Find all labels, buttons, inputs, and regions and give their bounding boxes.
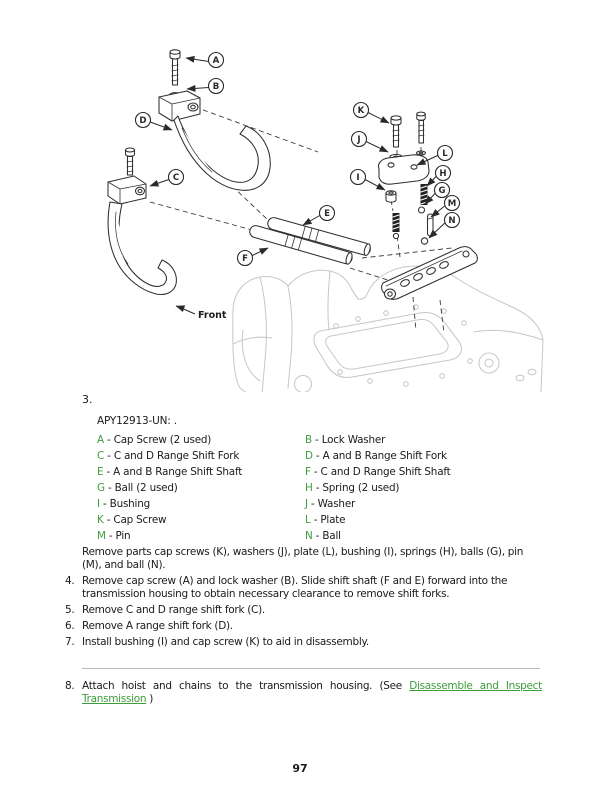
- step-number: 5.: [65, 604, 75, 616]
- legend-key: C: [97, 450, 105, 462]
- callout-letter-e: E: [324, 209, 330, 219]
- legend-item: [97, 480, 305, 496]
- callout-letter-d: D: [139, 116, 147, 126]
- legend-separator: -: [311, 434, 322, 446]
- legend-separator: -: [103, 466, 114, 478]
- legend-separator: -: [312, 450, 323, 462]
- legend-desc: Washer: [317, 498, 356, 510]
- ball-g: [419, 207, 425, 213]
- leader-h: [427, 176, 437, 186]
- legend-item: [305, 432, 540, 448]
- step-7: [65, 636, 542, 649]
- legend-separator: -: [307, 498, 318, 510]
- legend-item: [97, 432, 305, 448]
- callout-letter-b: B: [212, 82, 220, 92]
- callout-letter-i: I: [356, 173, 360, 183]
- legend-desc: Pin: [115, 530, 131, 542]
- disassemble-inspect-transmission-link[interactable]: Disassemble and Inspect Transmission: [82, 680, 542, 706]
- step-text: [82, 680, 542, 706]
- legend-separator: -: [104, 450, 114, 462]
- exploded-diagram: [0, 0, 600, 392]
- figure-caption: APY12913-UN: .: [97, 415, 177, 427]
- legend-key: H: [305, 482, 313, 494]
- callout-letter-k: K: [357, 106, 365, 116]
- page-number: 97: [292, 762, 308, 775]
- legend-desc: A and B Range Shift Shaft: [113, 466, 243, 478]
- step-6: [65, 620, 542, 633]
- legend-desc: C and D Range Shift Shaft: [320, 466, 451, 478]
- legend-separator: -: [310, 514, 321, 526]
- step-8: [65, 680, 542, 709]
- callout-letter-n: N: [448, 216, 456, 226]
- step-text: Install bushing (I) and cap screw (K) to aid in disassembly.: [82, 635, 369, 648]
- legend-item: [97, 464, 305, 480]
- leader-k: [368, 113, 389, 124]
- callout-letter-h: H: [439, 169, 447, 179]
- leader-e: [303, 216, 320, 226]
- leader-m: [431, 206, 445, 218]
- legend-item: [305, 528, 540, 544]
- step-number: 6.: [65, 619, 75, 632]
- legend-key: M: [97, 530, 106, 542]
- legend-desc: C and D Range Shift Fork: [113, 450, 240, 462]
- step-4: [65, 575, 542, 601]
- legend-item: [305, 464, 540, 480]
- legend-separator: -: [104, 482, 115, 494]
- legend-key: B: [305, 434, 312, 446]
- legend-key: N: [305, 530, 313, 542]
- cap-screw-a: [170, 50, 180, 85]
- legend-separator: -: [310, 466, 321, 478]
- legend-separator: -: [312, 482, 323, 494]
- step-3-number: 3.: [82, 393, 93, 406]
- step8-text-before: Attach hoist and chains to the transmission housing. (See: [82, 680, 410, 692]
- legend-key: A: [97, 434, 104, 446]
- callout-letter-l: L: [442, 149, 448, 159]
- legend-key: K: [97, 514, 104, 526]
- section-divider: [82, 668, 540, 669]
- legend-key: L: [305, 514, 311, 526]
- parts-legend: [97, 432, 540, 544]
- step-5: [65, 604, 542, 617]
- step-number: 7.: [65, 635, 75, 648]
- legend-item: [97, 496, 305, 512]
- leader-f: [252, 248, 268, 256]
- legend-separator: -: [103, 434, 114, 446]
- legend-desc: A and B Range Shift Fork: [322, 450, 447, 462]
- legend-desc: Spring (2 used): [322, 482, 400, 494]
- legend-separator: -: [105, 530, 116, 542]
- step-number: 8.: [65, 680, 75, 692]
- bushing-i: [386, 191, 396, 202]
- callout-letter-c: C: [172, 173, 180, 183]
- legend-desc: Ball (2 used): [114, 482, 178, 494]
- callout-letter-f: F: [242, 254, 248, 264]
- legend-key: J: [305, 498, 308, 510]
- callout-letter-m: M: [447, 199, 457, 209]
- leader-a: [186, 58, 209, 62]
- legend-separator: -: [99, 498, 110, 510]
- front-arrow: [176, 306, 195, 314]
- callout-letter-g: G: [438, 186, 446, 196]
- legend-key: G: [97, 482, 105, 494]
- plate-l: [378, 155, 429, 184]
- step-text: Remove A range shift fork (D).: [82, 619, 233, 632]
- legend-key: D: [305, 450, 313, 462]
- step-text: Remove C and D range shift fork (C).: [82, 604, 265, 616]
- pin-m: [428, 214, 434, 236]
- callout-letter-a: A: [212, 56, 220, 66]
- alignment-dashed-lines: [150, 107, 452, 333]
- legend-item: [305, 448, 540, 464]
- procedure-steps: [65, 546, 542, 651]
- step-3-continuation: [65, 546, 542, 572]
- step8-text-after: ): [146, 693, 154, 706]
- legend-item: [305, 480, 540, 496]
- legend-desc: Lock Washer: [321, 434, 386, 446]
- legend-desc: Cap Screw (2 used): [113, 434, 212, 446]
- legend-desc: Cap Screw: [113, 514, 167, 526]
- legend-separator: -: [103, 514, 114, 526]
- spring-2: [393, 213, 400, 232]
- legend-key: E: [97, 466, 104, 478]
- washer-under-k2: [417, 151, 426, 155]
- legend-item: [305, 496, 540, 512]
- step-text: Remove parts cap screws (K), washers (J), plate (L), bushing (I), springs (H), balls (G), pin (M), and ball (N).: [82, 546, 524, 572]
- cap-screw-k2: [417, 112, 425, 143]
- step-number: 4.: [65, 575, 75, 587]
- legend-item: [305, 512, 540, 528]
- legend-item: [97, 448, 305, 464]
- legend-key: I: [97, 498, 100, 510]
- step-text: Remove cap screw (A) and lock washer (B). Slide shift shaft (F and E) forward into the transmission housing to obtain necessary clearance to remove shift forks.: [82, 575, 508, 601]
- leader-j: [366, 142, 388, 153]
- leader-d: [150, 122, 172, 130]
- front-label: Front: [198, 310, 227, 321]
- legend-desc: Plate: [320, 514, 346, 526]
- cap-screw-k: [391, 116, 401, 147]
- leader-c: [150, 180, 169, 187]
- ball-n: [421, 238, 427, 244]
- legend-item: [97, 512, 305, 528]
- legend-key: F: [305, 466, 311, 478]
- ball-2: [393, 233, 398, 238]
- legend-desc: Ball: [322, 530, 341, 542]
- callout-letter-j: J: [357, 135, 361, 145]
- shift-fork-c: [108, 176, 176, 295]
- legend-item: [97, 528, 305, 544]
- legend-separator: -: [312, 530, 323, 542]
- leader-b: [187, 88, 209, 90]
- legend-desc: Bushing: [109, 498, 151, 510]
